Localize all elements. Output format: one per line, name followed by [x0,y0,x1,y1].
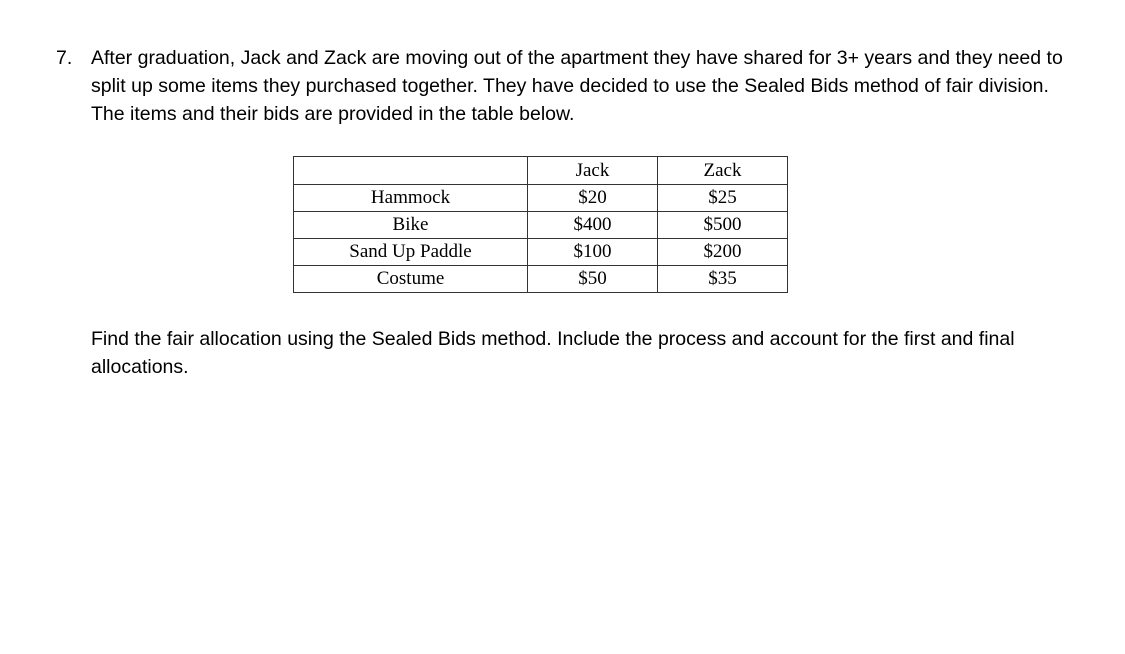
header-item [294,157,528,185]
table-row [294,266,788,293]
question-text-container [91,44,1076,128]
item-cell: Bike [294,212,528,239]
zack-bid-cell: $500 [658,212,788,239]
item-cell: Costume [294,266,528,293]
table-row [294,185,788,212]
question-text: After graduation, Jack and Zack are moving out of the apartment they have shared for 3+ years and they need to split up some items they purchased together. They have decided to use the Sealed Bids method of fair division. The items and their bids are provided in the table below. [91,47,1063,125]
table-header-row [294,157,788,185]
zack-bid-cell: $200 [658,239,788,266]
jack-bid-cell: $20 [528,185,658,212]
item-cell: Hammock [294,185,528,212]
jack-bid-cell: $50 [528,266,658,293]
table-row [294,239,788,266]
table-row [294,212,788,239]
zack-bid-cell: $35 [658,266,788,293]
question-number: 7. [56,47,73,69]
jack-bid-cell: $100 [528,239,658,266]
bids-table [293,156,788,293]
item-cell: Sand Up Paddle [294,239,528,266]
question-block [56,44,1076,128]
zack-bid-cell: $25 [658,185,788,212]
header-jack: Jack [528,157,658,185]
header-zack: Zack [658,157,788,185]
instruction-text: Find the fair allocation using the Sealed Bids method. Include the process and account for the first and final allocations. [91,328,1015,378]
jack-bid-cell: $400 [528,212,658,239]
